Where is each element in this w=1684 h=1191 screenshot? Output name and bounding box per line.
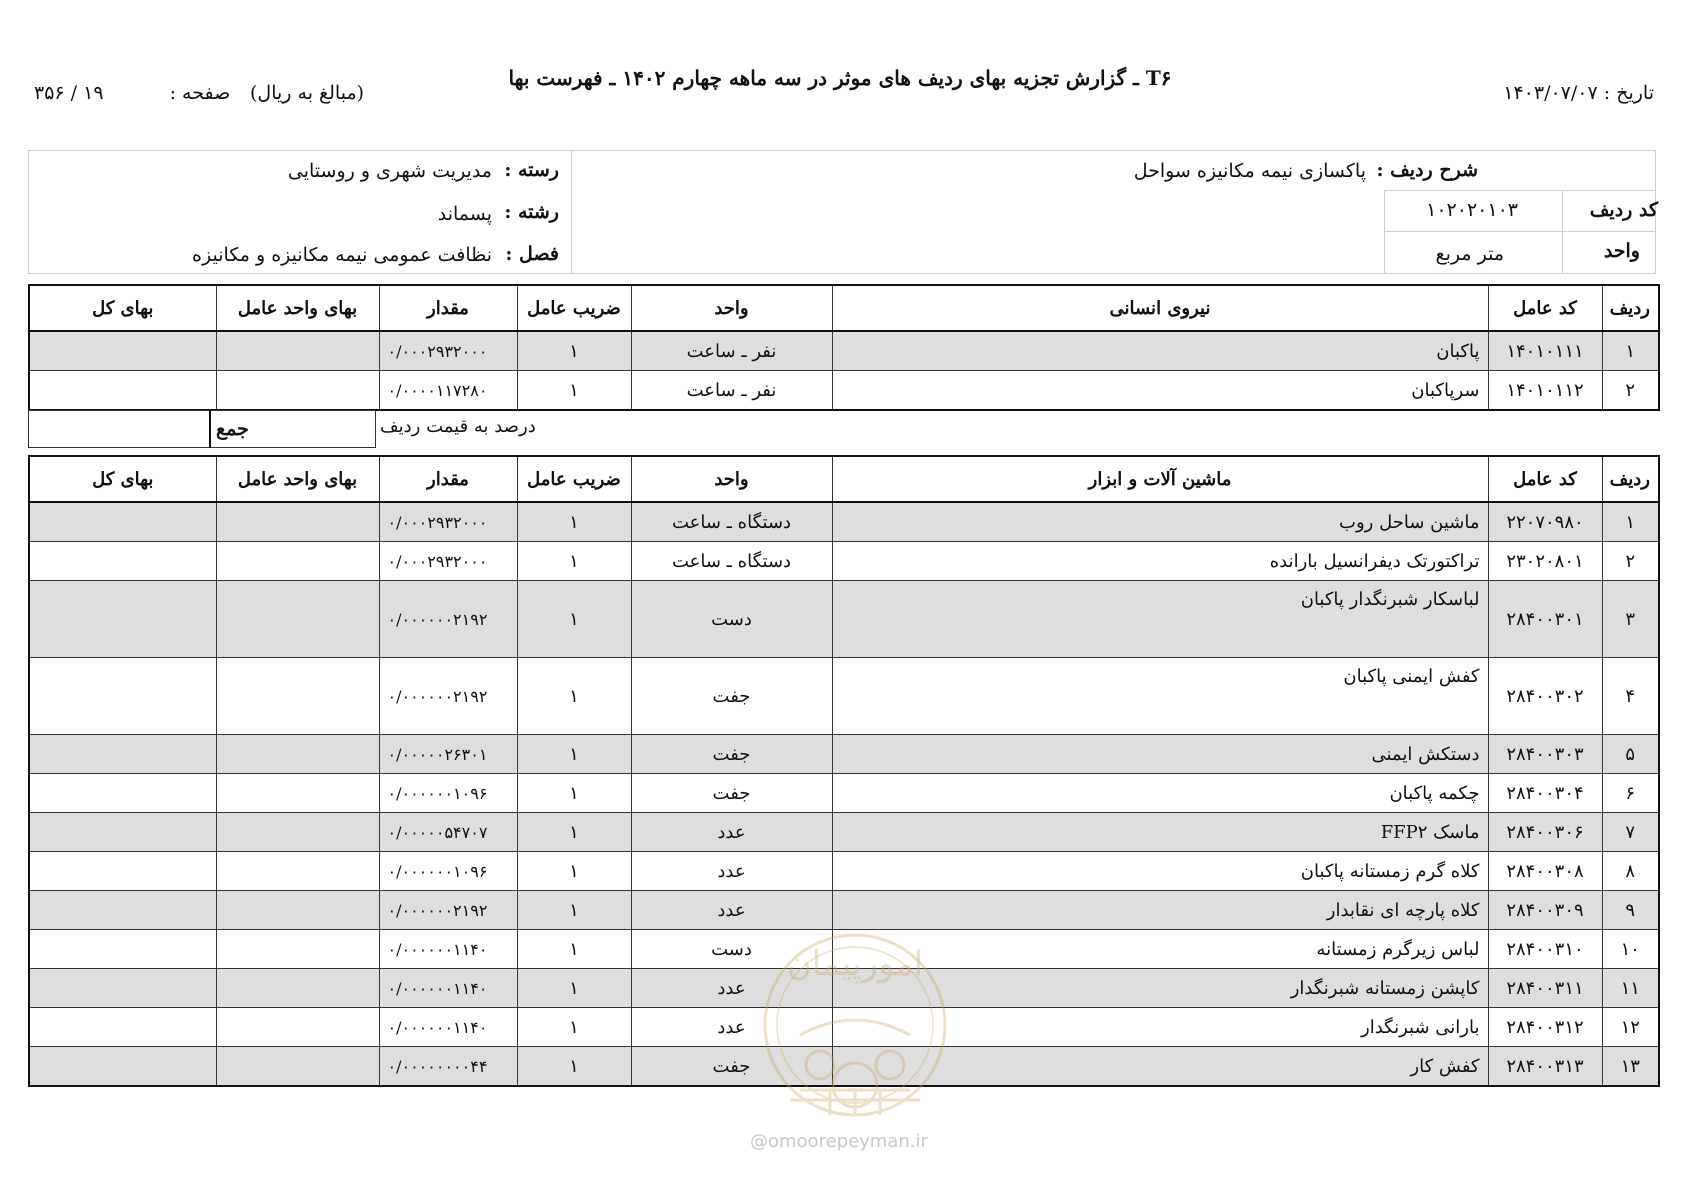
cell-code: ۲۸۴۰۰۳۰۱	[1488, 581, 1602, 658]
table-row	[29, 658, 1659, 735]
cell-code: ۲۸۴۰۰۳۰۴	[1488, 774, 1602, 813]
cell-qty: ۰/۰۰۰۰۰۰۲۱۹۲	[379, 891, 517, 930]
cell-unit-price	[216, 581, 379, 658]
cell-total	[29, 1008, 216, 1047]
labor-table	[28, 284, 1660, 411]
cell-code: ۲۸۴۰۰۳۰۳	[1488, 735, 1602, 774]
cell-desc: پاکبان	[832, 331, 1488, 371]
cell-code: ۲۳۰۲۰۸۰۱	[1488, 542, 1602, 581]
cell-coef: ۱	[517, 891, 631, 930]
table-row	[29, 813, 1659, 852]
cell-code: ۲۸۴۰۰۳۰۸	[1488, 852, 1602, 891]
watermark-site: @omoorepeyman.ir	[750, 1131, 928, 1152]
cell-unit: نفر ـ ساعت	[631, 371, 832, 411]
cell-desc: چکمه پاکبان	[832, 774, 1488, 813]
cell-row: ۳	[1602, 581, 1659, 658]
cell-unit-price	[216, 542, 379, 581]
cell-code: ۱۴۰۱۰۱۱۱	[1488, 331, 1602, 371]
cell-coef: ۱	[517, 930, 631, 969]
table-row	[29, 852, 1659, 891]
cell-row: ۱۱	[1602, 969, 1659, 1008]
cell-desc: تراکتورتک دیفرانسیل بارانده	[832, 542, 1488, 581]
category-value: مدیریت شهری و روستایی	[287, 160, 492, 182]
cell-row: ۲	[1602, 371, 1659, 411]
cell-qty: ۰/۰۰۰۰۱۱۷۲۸۰	[379, 371, 517, 411]
cell-unit: دستگاه ـ ساعت	[631, 542, 832, 581]
page-value: ۱۹ / ۳۵۶	[34, 82, 104, 104]
cell-unit: عدد	[631, 891, 832, 930]
cell-total	[29, 581, 216, 658]
report-date	[1503, 82, 1654, 104]
cell-desc: سرپاکبان	[832, 371, 1488, 411]
cell-coef: ۱	[517, 735, 631, 774]
cell-desc: کفش کار	[832, 1047, 1488, 1087]
cell-unit: دست	[631, 581, 832, 658]
col-unit: واحد	[631, 456, 832, 502]
cell-desc: کلاه پارچه ای نقابدار	[832, 891, 1488, 930]
cell-qty: ۰/۰۰۰۲۹۳۲۰۰۰	[379, 331, 517, 371]
col-unit: واحد	[631, 285, 832, 331]
cell-qty: ۰/۰۰۰۰۰۰۰۰۴۴	[379, 1047, 517, 1087]
cell-unit: عدد	[631, 852, 832, 891]
unit-label: واحد	[1603, 240, 1640, 262]
cell-desc: کلاه گرم زمستانه پاکبان	[832, 852, 1488, 891]
watermark-logo	[760, 915, 950, 1125]
cell-coef: ۱	[517, 371, 631, 411]
watermark-logo-text: امورپیمان	[786, 944, 924, 984]
cell-desc: کفش ایمنی پاکبان	[832, 658, 1488, 735]
info-divider	[571, 150, 572, 274]
unit-value: متر مربع	[1435, 243, 1504, 265]
cell-unit: عدد	[631, 813, 832, 852]
cell-code: ۲۸۴۰۰۳۱۲	[1488, 1008, 1602, 1047]
cell-coef: ۱	[517, 1008, 631, 1047]
page-label: صفحه :	[169, 82, 231, 104]
chapter-value: نظافت عمومی نیمه مکانیزه و مکانیزه	[192, 244, 492, 266]
cell-qty: ۰/۰۰۰۰۰۰۲۱۹۲	[379, 581, 517, 658]
cell-total	[29, 774, 216, 813]
cell-desc: لباس زیرگرم زمستانه	[832, 930, 1488, 969]
cell-unit: عدد	[631, 969, 832, 1008]
cell-coef: ۱	[517, 1047, 631, 1087]
cell-unit-price	[216, 891, 379, 930]
cell-unit-price	[216, 331, 379, 371]
col-coef: ضریب عامل	[517, 285, 631, 331]
col-code: کد عامل	[1488, 456, 1602, 502]
cell-unit-price	[216, 813, 379, 852]
cell-unit-price	[216, 969, 379, 1008]
cell-desc: ماسک FFP۲	[832, 813, 1488, 852]
col-qty: مقدار	[379, 456, 517, 502]
field-value: پسماند	[437, 203, 492, 225]
col-row: ردیف	[1602, 456, 1659, 502]
cell-total	[29, 542, 216, 581]
cell-desc: کاپشن زمستانه شبرنگدار	[832, 969, 1488, 1008]
cell-total	[29, 891, 216, 930]
row-code-value: ۱۰۲۰۲۰۱۰۳	[1426, 199, 1518, 221]
cell-total	[29, 813, 216, 852]
cell-desc: بارانی شبرنگدار	[832, 1008, 1488, 1047]
percent-label: درصد به قیمت ردیف	[380, 416, 536, 437]
cell-row: ۵	[1602, 735, 1659, 774]
cell-row: ۱۲	[1602, 1008, 1659, 1047]
cell-code: ۲۸۴۰۰۳۰۹	[1488, 891, 1602, 930]
cell-row: ۲	[1602, 542, 1659, 581]
machinery-header-row	[29, 456, 1659, 502]
cell-coef: ۱	[517, 658, 631, 735]
cell-unit: جفت	[631, 658, 832, 735]
code-box-vline	[1562, 190, 1563, 274]
cell-unit: جفت	[631, 735, 832, 774]
cell-code: ۲۸۴۰۰۳۱۳	[1488, 1047, 1602, 1087]
cell-coef: ۱	[517, 969, 631, 1008]
cell-desc: دستکش ایمنی	[832, 735, 1488, 774]
cell-unit: عدد	[631, 1008, 832, 1047]
table-row	[29, 542, 1659, 581]
row-desc-label: شرح ردیف :	[1376, 159, 1478, 181]
cell-row: ۴	[1602, 658, 1659, 735]
cell-coef: ۱	[517, 852, 631, 891]
cell-unit-price	[216, 502, 379, 542]
col-total: بهای کل	[29, 456, 216, 502]
cell-qty: ۰/۰۰۰۰۰۲۶۳۰۱	[379, 735, 517, 774]
cell-code: ۲۲۰۷۰۹۸۰	[1488, 502, 1602, 542]
cell-unit-price	[216, 735, 379, 774]
cell-qty: ۰/۰۰۰۲۹۳۲۰۰۰	[379, 502, 517, 542]
cell-unit-price	[216, 930, 379, 969]
col-desc: نیروی انسانی	[832, 285, 1488, 331]
cell-qty: ۰/۰۰۰۰۰۰۱۱۴۰	[379, 1008, 517, 1047]
table-row	[29, 774, 1659, 813]
row-desc-value: پاکسازی نیمه مکانیزه سواحل	[1133, 160, 1366, 182]
col-code: کد عامل	[1488, 285, 1602, 331]
sum-box	[28, 410, 376, 448]
col-total: بهای کل	[29, 285, 216, 331]
cell-unit: دستگاه ـ ساعت	[631, 502, 832, 542]
chapter-label: فصل :	[505, 243, 559, 265]
category-label: رسته :	[504, 159, 559, 181]
date-value: ۱۴۰۳/۰۷/۰۷	[1503, 82, 1598, 104]
report-title: T۶ ـ گزارش تجزیه بهای ردیف های موثر در سه ماهه چهارم ۱۴۰۲ ـ فهرست بها	[508, 66, 1172, 90]
cell-qty: ۰/۰۰۰۰۰۰۲۱۹۲	[379, 658, 517, 735]
col-desc: ماشین آلات و ابزار	[832, 456, 1488, 502]
cell-row: ۱	[1602, 502, 1659, 542]
code-box-hline	[1384, 231, 1656, 232]
page-number	[34, 82, 230, 104]
cell-total	[29, 502, 216, 542]
col-unit-price: بهای واحد عامل	[216, 456, 379, 502]
cell-row: ۱	[1602, 331, 1659, 371]
table-row	[29, 735, 1659, 774]
cell-total	[29, 371, 216, 411]
cell-coef: ۱	[517, 774, 631, 813]
cell-code: ۲۸۴۰۰۳۰۶	[1488, 813, 1602, 852]
cell-total	[29, 735, 216, 774]
cell-total	[29, 852, 216, 891]
cell-code: ۲۸۴۰۰۳۱۱	[1488, 969, 1602, 1008]
cell-row: ۱۳	[1602, 1047, 1659, 1087]
cell-row: ۱۰	[1602, 930, 1659, 969]
cell-unit-price	[216, 371, 379, 411]
cell-unit-price	[216, 658, 379, 735]
row-code-label: کد ردیف	[1589, 199, 1658, 221]
cell-desc: لباسکار شبرنگدار پاکبان	[832, 581, 1488, 658]
cell-qty: ۰/۰۰۰۰۰۵۴۷۰۷	[379, 813, 517, 852]
cell-qty: ۰/۰۰۰۲۹۳۲۰۰۰	[379, 542, 517, 581]
cell-total	[29, 331, 216, 371]
cell-unit: دست	[631, 930, 832, 969]
cell-unit: جفت	[631, 1047, 832, 1087]
cell-unit-price	[216, 1047, 379, 1087]
cell-coef: ۱	[517, 813, 631, 852]
cell-qty: ۰/۰۰۰۰۰۰۱۰۹۶	[379, 852, 517, 891]
col-coef: ضریب عامل	[517, 456, 631, 502]
cell-total	[29, 930, 216, 969]
table-row	[29, 371, 1659, 411]
cell-qty: ۰/۰۰۰۰۰۰۱۱۴۰	[379, 969, 517, 1008]
cell-total	[29, 1047, 216, 1087]
cell-row: ۸	[1602, 852, 1659, 891]
cell-qty: ۰/۰۰۰۰۰۰۱۱۴۰	[379, 930, 517, 969]
sum-label: جمع	[216, 418, 249, 440]
table-row	[29, 331, 1659, 371]
cell-unit-price	[216, 1008, 379, 1047]
amount-note: (مبالغ به ریال)	[250, 82, 365, 104]
cell-total	[29, 969, 216, 1008]
cell-unit: نفر ـ ساعت	[631, 331, 832, 371]
cell-unit: جفت	[631, 774, 832, 813]
col-unit-price: بهای واحد عامل	[216, 285, 379, 331]
cell-coef: ۱	[517, 331, 631, 371]
cell-coef: ۱	[517, 502, 631, 542]
cell-total	[29, 658, 216, 735]
cell-qty: ۰/۰۰۰۰۰۰۱۰۹۶	[379, 774, 517, 813]
cell-code: ۱۴۰۱۰۱۱۲	[1488, 371, 1602, 411]
col-qty: مقدار	[379, 285, 517, 331]
cell-unit-price	[216, 774, 379, 813]
cell-row: ۹	[1602, 891, 1659, 930]
sum-divider	[209, 410, 211, 448]
table-row	[29, 581, 1659, 658]
table-row	[29, 502, 1659, 542]
field-label: رشته :	[504, 201, 559, 223]
cell-code: ۲۸۴۰۰۳۱۰	[1488, 930, 1602, 969]
cell-unit-price	[216, 852, 379, 891]
cell-coef: ۱	[517, 542, 631, 581]
date-label: تاریخ :	[1603, 82, 1654, 104]
cell-desc: ماشین ساحل روب	[832, 502, 1488, 542]
cell-row: ۷	[1602, 813, 1659, 852]
col-row: ردیف	[1602, 285, 1659, 331]
cell-coef: ۱	[517, 581, 631, 658]
cell-code: ۲۸۴۰۰۳۰۲	[1488, 658, 1602, 735]
cell-row: ۶	[1602, 774, 1659, 813]
labor-header-row	[29, 285, 1659, 331]
